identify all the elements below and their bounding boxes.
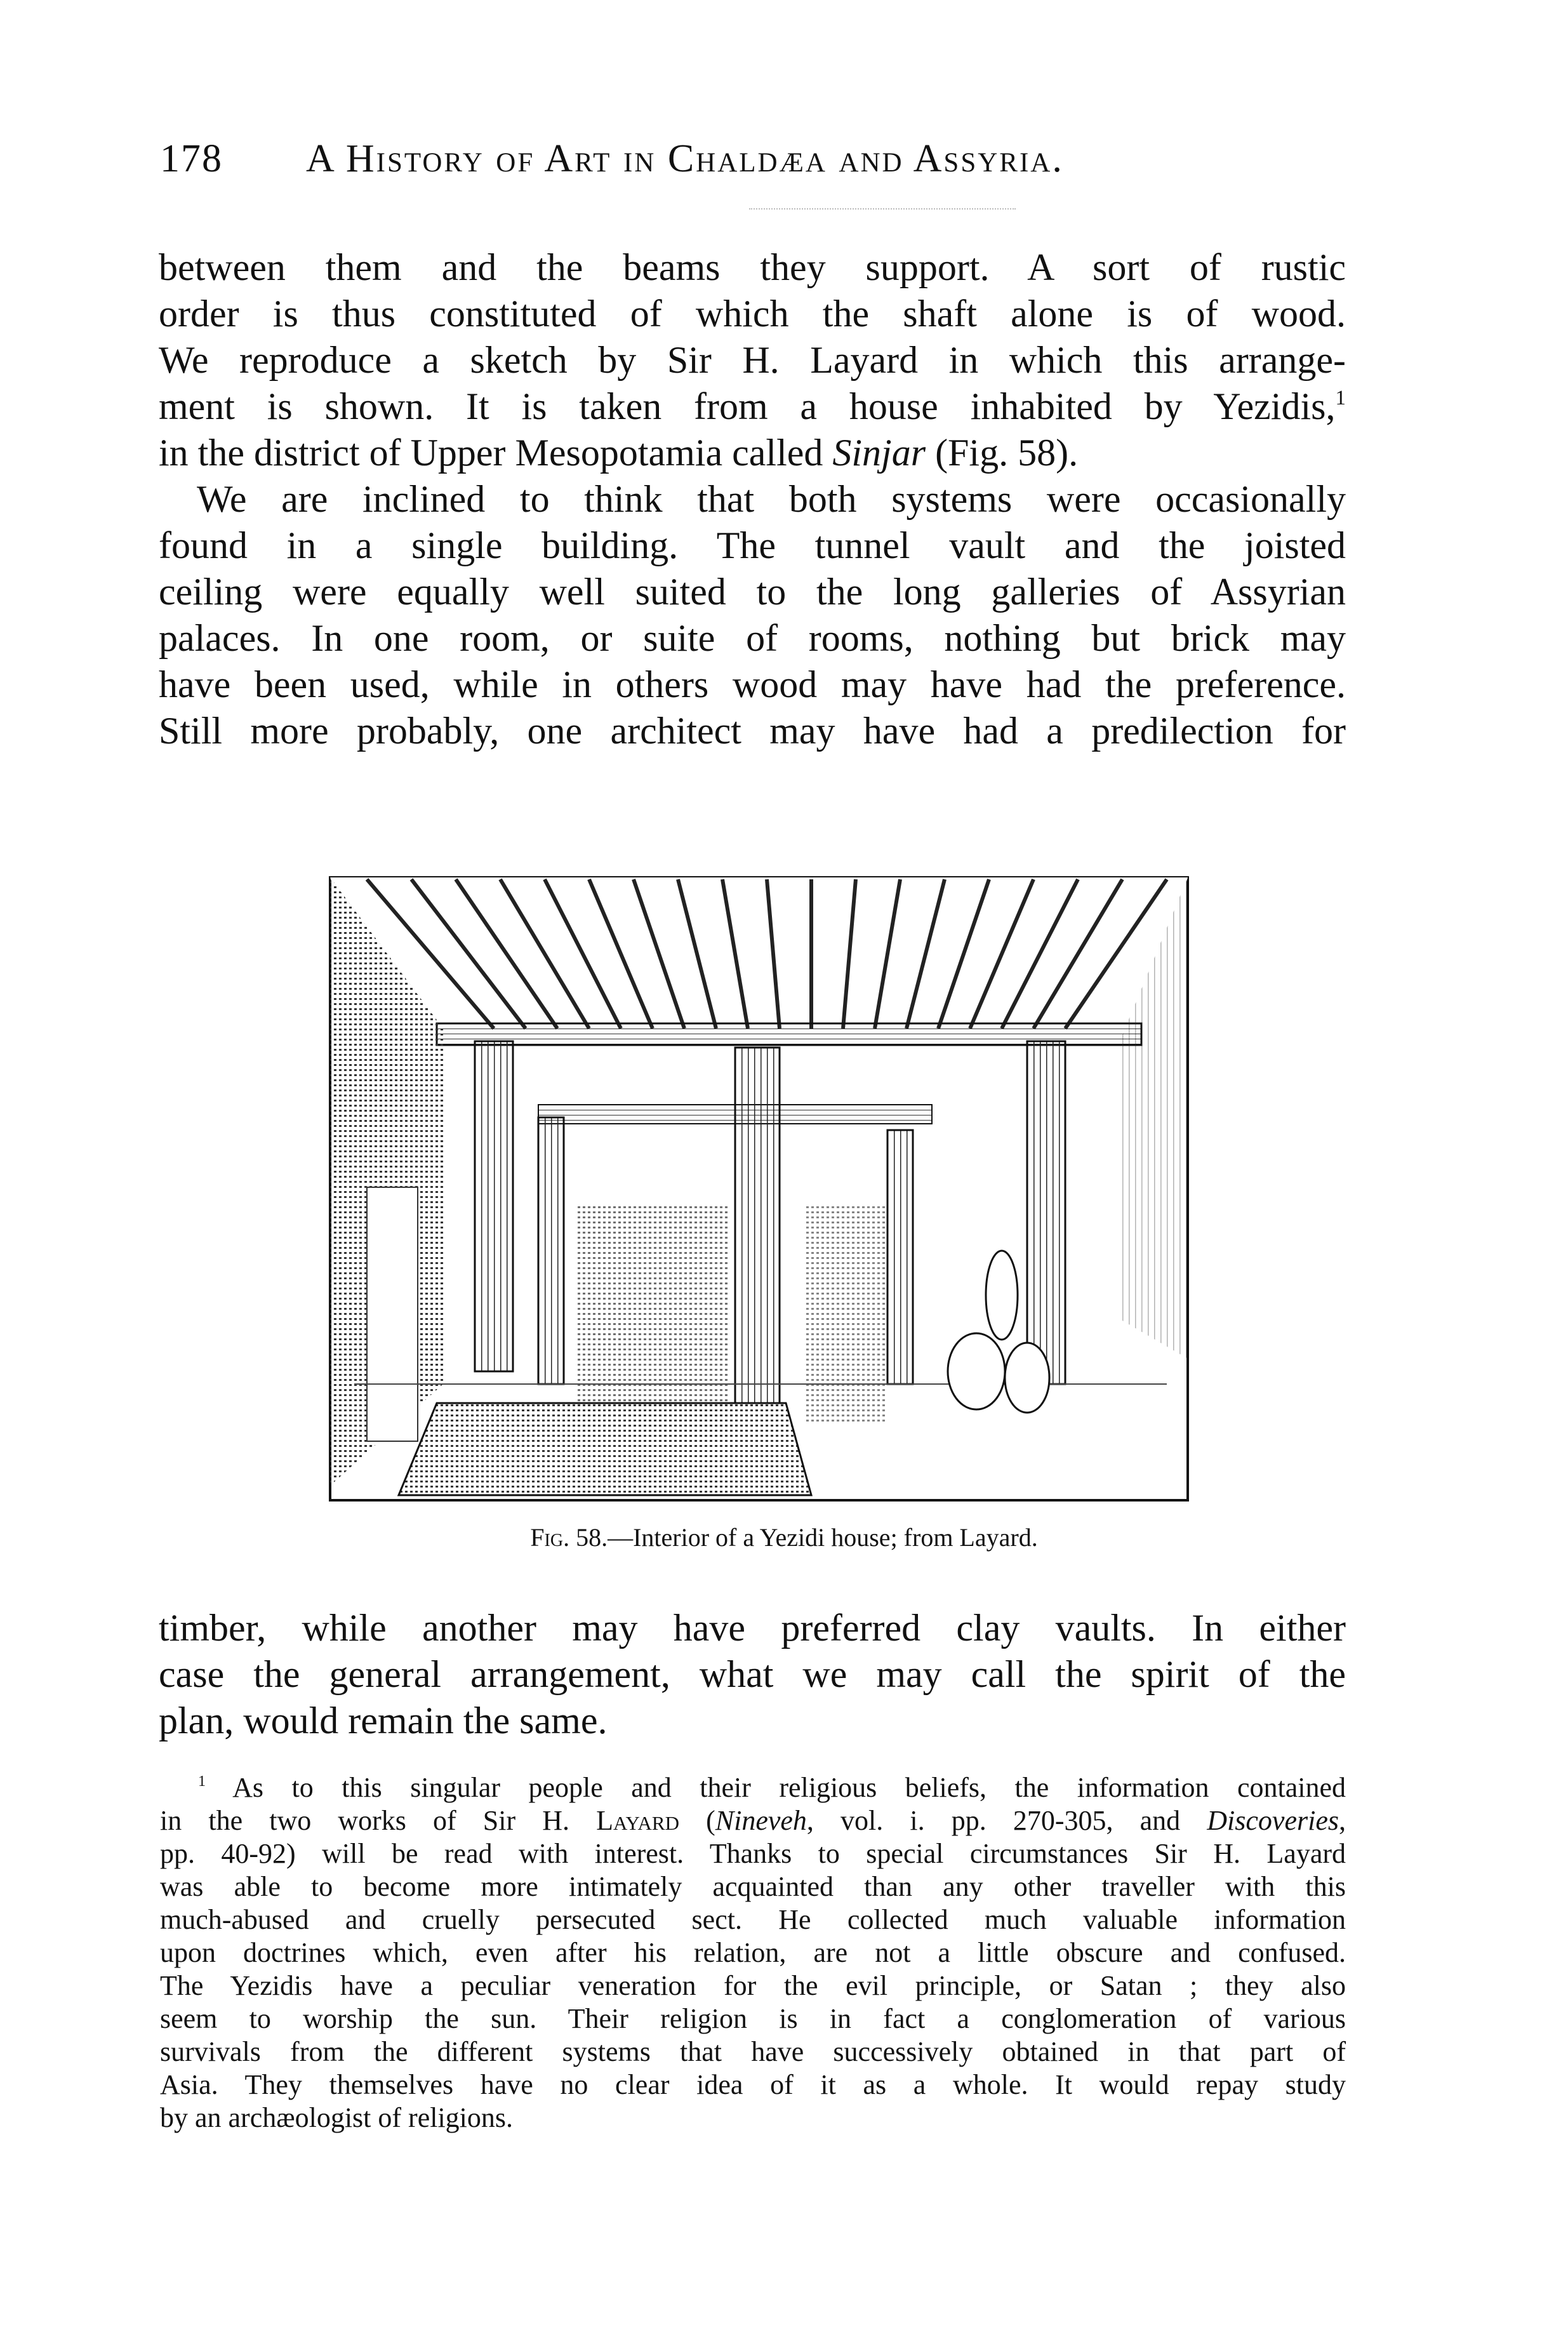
author-name: Layard (596, 1805, 679, 1836)
footnote-line: seem to worship the sun. Their religion is in fact a conglomeration of various (160, 2003, 1346, 2034)
figure-engraving (329, 876, 1189, 1502)
text-line (159, 383, 1346, 430)
footnote-ref[interactable]: 1 (1335, 386, 1346, 410)
text-line: timber, while another may have preferred clay vaults. In either (159, 1607, 1346, 1649)
footnote (160, 1771, 1346, 2134)
text-segment: ( (679, 1805, 715, 1836)
footnote-line: Asia. They themselves have no clear idea of it as a whole. It would repay study (160, 2069, 1346, 2100)
text-line: between them and the beams they support. A sort of rustic (159, 246, 1346, 288)
work-title: Discoveries (1207, 1805, 1339, 1836)
column (1027, 1041, 1065, 1384)
column (475, 1041, 513, 1371)
text-segment: in the two works of Sir H. (160, 1805, 597, 1836)
text-line: have been used, while in others wood may have had the preference. (159, 663, 1346, 705)
footnote-line: survivals from the different systems that have successively obtained in that part of (160, 2036, 1346, 2067)
text-segment: ment is shown. It is taken from a house inhabited by Yezidis, (159, 385, 1336, 427)
back-wall (576, 1206, 729, 1422)
page-number: 178 (160, 137, 223, 180)
figure-caption (0, 1522, 1568, 1552)
column (735, 1048, 780, 1403)
text-line: case the general arrangement, what we may call the spirit of the (159, 1653, 1346, 1695)
carpet (399, 1403, 811, 1495)
footnote-line: by an archæologist of religions. (160, 2102, 514, 2133)
footnote-line: pp. 40-92) will be read with interest. Thanks to special circumstances Sir H. Layard (160, 1838, 1346, 1869)
footnote-marker: 1 (198, 1773, 206, 1790)
footnote-line: The Yezidis have a peculiar veneration for the evil principle, or Satan ; they also (160, 1970, 1346, 2001)
footnote-line: upon doctrines which, even after his relation, are not a little obscure and confused. (160, 1937, 1346, 1968)
footnote-line: was able to become more intimately acquainted than any other traveller with this (160, 1871, 1346, 1902)
text-line: plan, would remain the same. (159, 1700, 608, 1741)
column (887, 1130, 913, 1384)
caption-text: —Interior of a Yezidi house; from Layard. (608, 1523, 1038, 1552)
footnote-line (160, 1771, 1346, 1804)
text-line: We are inclined to think that both systems were occasionally (197, 478, 1346, 520)
text-segment: , (1339, 1805, 1346, 1836)
place-name: Sinjar (832, 432, 926, 474)
text-line: order is thus constituted of which the shaft alone is of wood. (159, 293, 1346, 335)
column (538, 1117, 564, 1384)
work-title: Nineveh (715, 1805, 807, 1836)
running-header (160, 137, 1366, 187)
footnote-line (160, 1804, 1346, 1837)
footnote-line: much-abused and cruelly persecuted sect. He collected much valuable information (160, 1904, 1346, 1935)
figure-label: Fig. 58. (530, 1523, 608, 1552)
text-line: We reproduce a sketch by Sir H. Layard in which this arrange- (159, 339, 1346, 381)
ceiling-joists (330, 877, 1188, 1045)
body-text-top (159, 244, 1346, 754)
text-line: found in a single building. The tunnel vault and the joisted (159, 524, 1346, 566)
doorway (367, 1187, 418, 1441)
header-rule (749, 208, 1016, 210)
body-text-bottom (159, 1605, 1346, 1744)
text-line: palaces. In one room, or suite of rooms, nothing but brick may (159, 617, 1346, 659)
text-segment: , vol. i. pp. 270-305, and (806, 1805, 1207, 1836)
figure-reference[interactable]: (Fig. 58). (926, 432, 1079, 474)
text-segment: As to this singular people and their religious beliefs, the information contained (232, 1772, 1346, 1803)
text-segment: in the district of Upper Mesopotamia called (159, 432, 833, 474)
text-line: Still more probably, one architect may have had a predilection for (159, 710, 1346, 752)
text-line (159, 430, 1346, 476)
text-line: ceiling were equally well suited to the long galleries of Assyrian (159, 571, 1346, 613)
running-title: A History of Art in Chaldæa and Assyria. (306, 137, 1064, 180)
